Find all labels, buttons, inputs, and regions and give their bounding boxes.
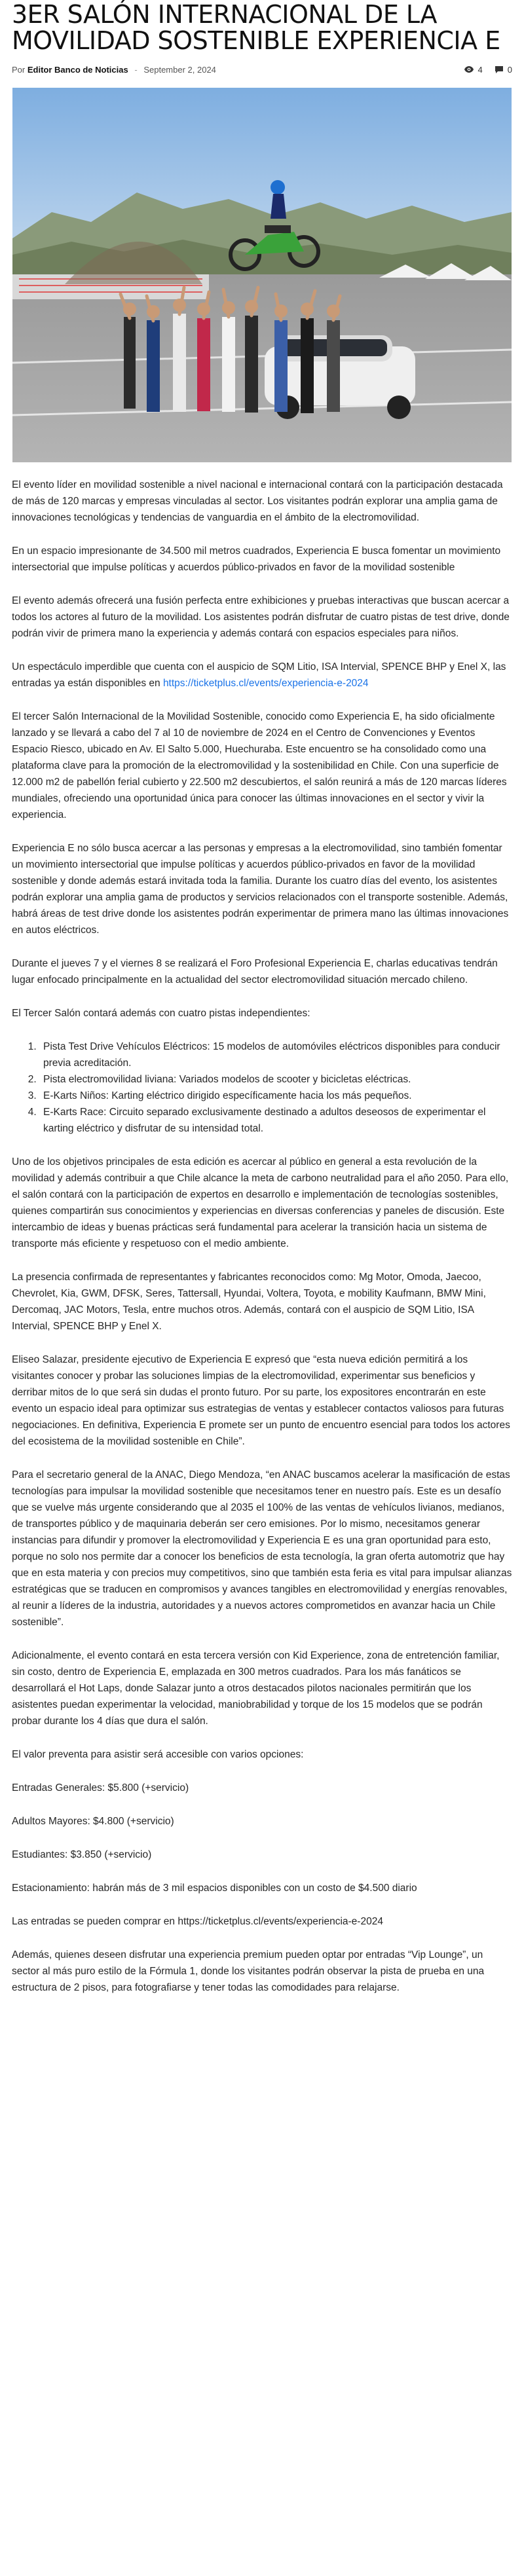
- body-paragraph: Adicionalmente, el evento contará en esta tercera versión con Kid Experience, zona de entretención familiar, sin costo, dentro de Experiencia E, emplazada en 300 metros cuadrados. Para los más fanáticos se desarrollará el Hot Laps, donde Salazar junto a otros destacados pilotos nacionales permitirán que los asistentes puedan experimentar la velocidad, maniobrabilidad y torque de los 15 modelos que se podrán probar durante los 4 días que dura el salón.: [12, 1650, 500, 1727]
- comment-icon: [495, 65, 504, 74]
- ticket-text: Un espectáculo imperdible que cuenta con el auspicio de SQM Litio, ISA Intervial, SPENCE BHP y Enel X, las entradas ya están disponibles en: [12, 661, 506, 689]
- body-paragraph: El valor preventa para asistir será accesible con varios opciones:: [12, 1749, 304, 1760]
- list-item: 3. E-Karts Niños: Karting eléctrico dirigido específicamente hacia los más pequeños.: [39, 1088, 512, 1104]
- body-paragraph: En un espacio impresionante de 34.500 mil metros cuadrados, Experiencia E busca fomentar un movimiento intersectorial que impulse políticas y acuerdos público-privados en favor de la movilidad sostenible: [12, 545, 501, 573]
- price-general: Entradas Generales: $5.800 (+servicio): [12, 1782, 189, 1794]
- hero-illustration: [12, 88, 512, 462]
- ticket-paragraph: [12, 659, 512, 691]
- article-title: 3ER SALÓN INTERNACIONAL DE LA MOVILIDAD SOSTENIBLE EXPERIENCIA E: [12, 0, 500, 55]
- body-paragraph: El Tercer Salón contará además con cuatro pistas independientes:: [12, 1008, 310, 1019]
- article-meta: [12, 62, 512, 77]
- publish-date: September 2, 2024: [143, 65, 216, 75]
- body-paragraph: La presencia confirmada de representantes y fabricantes reconocidos como: Mg Motor, Omoda, Jaecoo, Chevrolet, Kia, GWM, DFSK, Seres, Tattersall, Hyundai, Voltera, Toyota, e mobility Kaufmann, BMW Mini, Dercomaq, JAC Motors, Tesla, entre muchos otros. Además, contará con el auspicio de SQM Litio, ISA Intervial, SPENCE BHP y Enel X.: [12, 1272, 486, 1332]
- hero-image: [12, 88, 512, 462]
- body-paragraph: Uno de los objetivos principales de esta edición es acercar al público en general a esta revolución de la movilidad y además contribuir a que Chile alcance la meta de carbono neutralidad para el año 2050. Para ello, el salón contará con la participación de expertos en desarrollo e implementación de tecnologías sostenibles, quienes compartirán sus conocimientos y experiencias en diversas conferencias y paneles de discusión. Este intercambio de ideas y buenas prácticas será fundamental para acelerar la transición hacia un sistema de transporte más eficiente y respetuoso con el medio ambiente.: [12, 1156, 509, 1249]
- tracks-list: [12, 1039, 512, 1137]
- body-paragraph: El evento líder en movilidad sostenible a nivel nacional e internacional contará con la participación destacada de más de 120 marcas y empresas vinculadas al sector. Los visitantes podrán explorar una amplia gama de innovaciones tecnológicas y tendencias de vanguardia en el ámbito de la electromovilidad.: [12, 479, 503, 523]
- body-paragraph: El evento además ofrecerá una fusión perfecta entre exhibiciones y pruebas interactivas que buscan acercar a todos los actores al futuro de la movilidad. Los asistentes podrán disfrutar de cuatro pistas de test drive, donde podrán vivir de primera mano la experiencia y además contará con espacios especiales para niños.: [12, 595, 510, 639]
- ticket-link[interactable]: https://ticketplus.cl/events/experiencia-e-2024: [162, 678, 369, 689]
- list-item: 4. E-Karts Race: Circuito separado exclusivamente destinado a adultos deseosos de experimentar el karting eléctrico y disfrutar de su intensidad total.: [39, 1104, 512, 1137]
- body-paragraph: Durante el jueves 7 y el viernes 8 se realizará el Foro Profesional Experiencia E, charlas educativas tendrán lugar enfocado principalmente en la actualidad del sector electromovilidad situación mercado chileno.: [12, 958, 498, 985]
- by-label: Por: [12, 65, 26, 75]
- byline: [12, 64, 216, 75]
- parking-info: Estacionamiento: habrán más de 3 mil espacios disponibles con un costo de $4.500 diario: [12, 1883, 417, 1894]
- article-page: [0, 1, 524, 1996]
- body-paragraph: Experiencia E no sólo busca acercar a las personas y empresas a la electromovilidad, sino también fomentar un movimiento intersectorial que impulse políticas y acuerdos público-privados en favor de la movilidad sostenible y donde además estará invitada toda la familia. Durante los cuatro días del evento, los asistentes podrán explorar una amplia gama de productos y servicios relacionados con el transporte sostenible. Además, habrá áreas de test drive donde los asistentes podrán experimentar de primera mano las últimas innovaciones en autos eléctricos.: [12, 843, 509, 936]
- list-item: 1. Pista Test Drive Vehículos Eléctricos: 15 modelos de automóviles eléctricos disponibles para conducir previa acreditación.: [39, 1039, 512, 1071]
- article-stats: [464, 65, 512, 75]
- body-paragraph: El tercer Salón Internacional de la Movilidad Sostenible, conocido como Experiencia E, ha sido oficialmente lanzado y se llevará a cabo del 7 al 10 de noviembre de 2024 en el Centro de Convenciones y Eventos Espacio Riesco, ubicado en Av. El Salto 5.000, Huechuraba. Este encuentro se ha consolidado como una plataforma clave para la promoción de la electromovilidad y la sostenibilidad en Chile. Con una superficie de 12.000 m2 de pabellón ferial cubierto y 22.500 m2 descubiertos, el salón reunirá a más de 120 marcas líderes mundiales, ofreciendo una oportunidad única para conocer las últimas innovaciones en el sector y vivir la experiencia.: [12, 711, 507, 820]
- comments-stat[interactable]: [495, 65, 512, 75]
- author-link[interactable]: Editor Banco de Noticias: [27, 65, 128, 75]
- meta-separator: -: [134, 65, 138, 75]
- body-paragraph: Para el secretario general de la ANAC, Diego Mendoza, “en ANAC buscamos acelerar la masificación de estas tecnologías para impulsar la movilidad sostenible que necesitamos tener en nuestro país. Este es un desafío que se vuelve más urgente considerando que al 2035 el 100% de las ventas de vehículos livianos, medianos, de transportes público y de maquinaria deberán ser cero emisiones. Por lo mismo, necesitamos generar instancias para difundir y promover la electromovilidad y Experiencia E es una gran oportunidad para esto, porque no solo nos permite dar a conocer los beneficios de esta tecnología, la gran oferta automotriz que hay que en esta materia y con precios muy competitivos, sino que también esta feria es vital para impulsar alianzas estratégicas que se traducen en compromisos y avances tangibles en electromovilidad y energías renovables, al reunir a líderes de la industria, autoridades y a nuevos actores comprometidos en avanzar hacia un Chile sostenible”.: [12, 1469, 512, 1628]
- eye-icon: [464, 65, 474, 73]
- price-students: Estudiantes: $3.850 (+servicio): [12, 1849, 152, 1860]
- article-body: [12, 477, 512, 1996]
- views-count: 4: [477, 64, 483, 75]
- body-paragraph: Además, quienes deseen disfrutar una experiencia premium pueden optar por entradas “Vip Lounge”, un sector al más puro estilo de la Fórmula 1, donde los visitantes podrán observar la pista de prueba en una estructura de 2 pisos, para fotografiarse y tener todas las comodidades para relajarse.: [12, 1949, 485, 1993]
- body-paragraph: Eliseo Salazar, presidente ejecutivo de Experiencia E expresó que “esta nueva edición permitirá a los visitantes conocer y probar las soluciones limpias de la electromovilidad, experimentar sus beneficios y derribar mitos de lo que será sin dudas el pronto futuro. Por su parte, los expositores encontrarán en este evento un espacio ideal para optimizar sus estrategias de ventas y establecer contactos valiosos para futuras negociaciones. En definitiva, Experiencia E promete ser un punto de encuentro esencial para todos los actores del ecosistema de la movilidad sostenible en Chile”.: [12, 1354, 510, 1447]
- price-seniors: Adultos Mayores: $4.800 (+servicio): [12, 1816, 174, 1827]
- comments-count: 0: [507, 64, 512, 75]
- views-stat: [464, 65, 483, 75]
- ticket-purchase-info: Las entradas se pueden comprar en https://ticketplus.cl/events/experiencia-e-2024: [12, 1916, 383, 1927]
- list-item: 2. Pista electromovilidad liviana: Variados modelos de scooter y bicicletas eléctricas.: [39, 1071, 512, 1088]
